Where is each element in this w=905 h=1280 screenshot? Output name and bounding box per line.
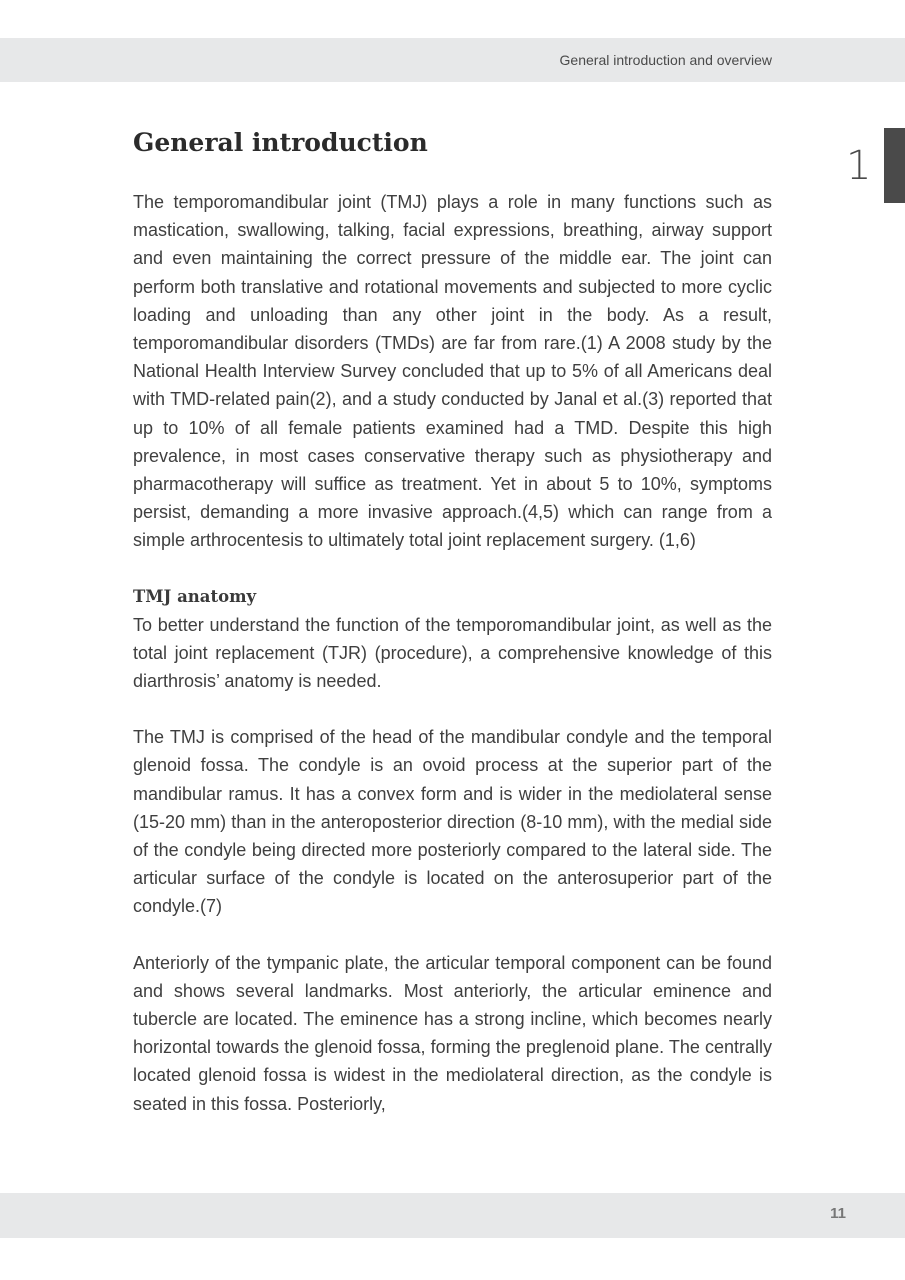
running-title: General introduction and overview bbox=[559, 52, 772, 68]
chapter-thumb-tab bbox=[884, 128, 905, 203]
section-paragraph-2: The TMJ is comprised of the head of the mandibular condyle and the temporal glenoid fossa. The condyle is an ovoid process at the superior part of the mandibular ramus. It has a convex form and is wider in the mediolateral sense (15-20 mm) than in the anteroposterior direction (8-10 mm), with the medial side of the condyle being directed more posteriorly compared to the lateral side. The articular surface of the condyle is located on the anterosuperior part of the condyle.(7) bbox=[133, 727, 772, 917]
footer-band bbox=[0, 1193, 905, 1238]
page-content bbox=[133, 126, 772, 1118]
section-paragraph-1: To better understand the function of the temporomandibular joint, as well as the total joint replacement (TJR) (procedure), a comprehensive knowledge of this diarthrosis’ anatomy is needed. bbox=[133, 614, 772, 692]
chapter-number: 1 bbox=[846, 143, 872, 189]
page-title: General introduction bbox=[133, 128, 428, 157]
section-paragraph-3: Anteriorly of the tympanic plate, the articular temporal component can be found and shows several landmarks. Most anteriorly, the articular eminence and tubercle are located. The eminence has a strong incline, which becomes nearly horizontal towards the glenoid fossa, forming the preglenoid plane. The centrally located glenoid fossa is widest in the mediolateral direction, as the condyle is seated in this fossa. Posteriorly, bbox=[133, 952, 772, 1114]
intro-paragraph: The temporomandibular joint (TMJ) plays a role in many functions such as mastication, swallowing, talking, facial expressions, breathing, airway support and even maintaining the correct pressure of the middle ear. The joint can perform both translative and rotational movements and subjected to more cyclic loading and unloading than any other joint in the body. As a result, temporomandibular disorders (TMDs) are far from rare.(1) A 2008 study by the National Health Interview Survey concluded that up to 5% of all Americans deal with TMD-related pain(2), and a study conducted by Janal et al.(3) reported that up to 10% of all female patients examined had a TMD. Despite this high prevalence, in most cases conservative therapy such as physiotherapy and pharmacotherapy will suffice as treatment. Yet in about 5 to 10%, symptoms persist, demanding a more invasive approach.(4,5) which can range from a simple arthrocentesis to ultimately total joint replacement surgery. (1,6) bbox=[133, 192, 772, 551]
section-heading: TMJ anatomy bbox=[133, 586, 257, 606]
page-number: 11 bbox=[830, 1205, 846, 1222]
